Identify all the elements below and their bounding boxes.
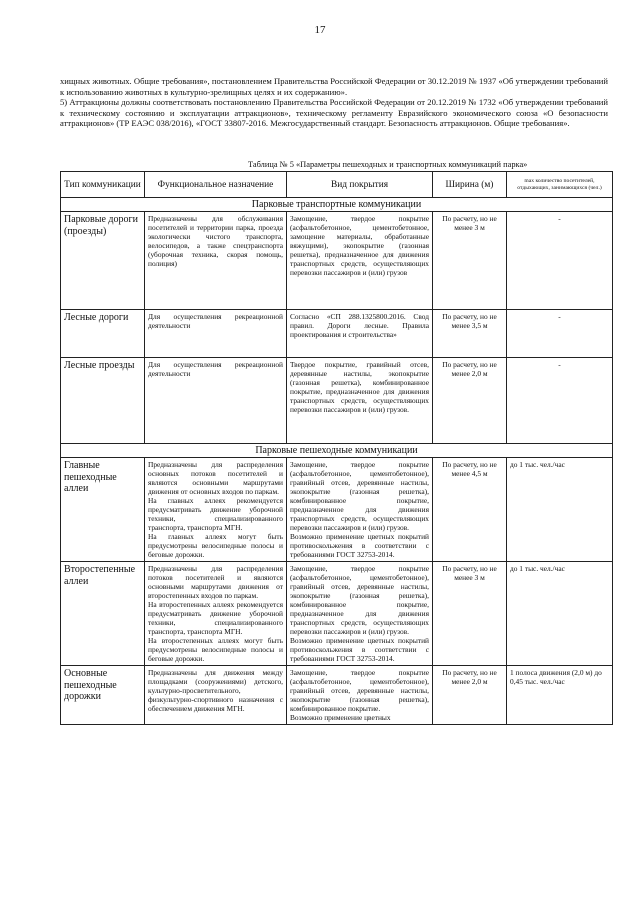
row-coverage — [287, 310, 433, 358]
table-row — [61, 310, 613, 358]
row-function-text: Предназначены для движения между площадками (сооружениями) детского, культурно-просветительного, физкультурно-спортивного назначения с обеспечением движения МГН. — [148, 668, 283, 713]
header-function: Функциональное назначение — [145, 172, 287, 198]
row-width: По расчету, но не менее 4,5 м — [433, 458, 507, 562]
row-width: По расчету, но не менее 2,0 м — [433, 666, 507, 725]
row-coverage-text: Замощение, твердое покрытие (асфальтобетонное, цементобетонное), гравийный отсев, деревянные настилы, экопокрытие (газонная решетка), комбинированное покрытие, предназначенное для движения транспортных средств, осуществляющих перевозки пассажиров и (или) грузов. — [290, 460, 429, 532]
row-coverage-text: Согласно «СП 288.1325800.2016. Свод правил. Дороги лесные. Правила проектирования и строительства» — [290, 312, 429, 339]
row-function-text: Предназначены для распределения основных потоков посетителей и являются основными маршрутами движения от основных входов по паркам. — [148, 460, 283, 496]
table-row — [61, 212, 613, 310]
header-type: Тип коммуникации — [61, 172, 145, 198]
section-pedestrian: Парковые пешеходные коммуникации — [61, 444, 613, 458]
row-function-text: На главных аллеях могут быть предусмотрены велосипедные полосы и беговые дорожки. — [148, 532, 283, 559]
row-function — [145, 310, 287, 358]
row-capacity — [507, 212, 613, 310]
row-capacity: до 1 тыс. чел./час — [507, 458, 613, 562]
row-function-text: Предназначены для распределения потоков посетителей и являются основными маршрутами движения от второстепенных входов по паркам. — [148, 564, 283, 600]
header-width: Ширина (м) — [433, 172, 507, 198]
row-coverage — [287, 212, 433, 310]
row-coverage-text: Замощение, твердое покрытие (асфальтобетонное, цементобетонное), гравийный отсев, деревянные настилы, экопокрытие (газонная решетка), комбинированное покрытие. — [290, 668, 429, 713]
row-function-text: На второстепенных аллеях могут быть предусмотрены велосипедные полосы и беговые дорожки. — [148, 636, 283, 663]
row-capacity-text: - — [558, 214, 561, 223]
header-coverage: Вид покрытия — [287, 172, 433, 198]
table-row — [61, 358, 613, 444]
row-capacity-text: - — [558, 312, 561, 321]
row-type: Основные пешеходные дорожки — [61, 666, 145, 725]
row-width: По расчету, но не менее 3 м — [433, 212, 507, 310]
row-type: Второстепенные аллеи — [61, 562, 145, 666]
table-row — [61, 562, 613, 666]
row-coverage — [287, 358, 433, 444]
row-capacity — [507, 310, 613, 358]
header-capacity: max количество посетителей, отдыхающих, занимающихся (чел.) — [507, 172, 613, 198]
row-capacity: до 1 тыс. чел./час — [507, 562, 613, 666]
intro-item-5: 5) Аттракционы должны соответствовать постановлению Правительства Российской Федерации от 20.12.2019 № 1732 «Об утверждении требований к техническому состоянию и эксплуатации аттракционов», техническому регламенту Евразийского экономического союза «О безопасности аттракционов» (ТР ЕАЭС 038/2016), «ГОСТ 33807-2016. Межгосударственный стандарт. Безопасность аттракционов. Общие требования». — [60, 97, 608, 129]
row-capacity: 1 полоса движения (2,0 м) до 0,45 тыс. чел./час — [507, 666, 613, 725]
row-type: Лесные проезды — [61, 358, 145, 444]
row-function-text: На главных аллеях рекомендуется предусматривать движение уборочной техники, специализированного транспорта, транспорта МГН. — [148, 496, 283, 532]
row-width: По расчету, но не менее 2,0 м — [433, 358, 507, 444]
row-function-text: Для осуществления рекреационной деятельности — [148, 360, 283, 378]
row-capacity — [507, 358, 613, 444]
row-coverage-text: Возможно применение цветных покрытий противоскольжения в соответствии с требованиями ГОСТ 32753-2014. — [290, 636, 429, 663]
row-function-text: На второстепенных аллеях рекомендуется предусматривать движение уборочной техники, специализированного транспорта, транспорта МГН. — [148, 600, 283, 636]
table-row — [61, 458, 613, 562]
row-function — [145, 358, 287, 444]
table-header-row — [61, 172, 613, 198]
row-type: Лесные дороги — [61, 310, 145, 358]
row-function-text: Предназначены для обслуживания посетителей и территории парка, проезда экологически чистого транспорта, велосипедов, а также спецтранспорта (уборочная техника, скорая помощь, полиция) — [148, 214, 283, 268]
row-function — [145, 458, 287, 562]
row-coverage-text: Твердое покрытие, гравийный отсев, деревянные настилы, экопокрытие (газонная решетка), комбинированное покрытие, предназначенное для движения транспортных средств, осуществляющих перевозки пассажиров и (или) грузов. — [290, 360, 429, 414]
page-number: 17 — [314, 24, 326, 36]
table-caption: Таблица № 5 «Параметры пешеходных и транспортных коммуникаций парка» — [248, 160, 528, 169]
row-coverage-text: Возможно применение цветных покрытий противоскольжения в соответствии с требованиями ГОСТ 32753-2014. — [290, 532, 429, 559]
row-capacity-text: - — [558, 360, 561, 369]
parameters-table — [60, 171, 613, 725]
row-coverage-text: Замощение, твердое покрытие (асфальтобетонное, цементобетонное), гравийный отсев, деревянные настилы, экопокрытие (газонная решетка), комбинированное покрытие, предназначенное для движения транспортных средств, осуществляющих перевозки пассажиров и (или) грузов. — [290, 564, 429, 636]
row-type: Парковые дороги (проезды) — [61, 212, 145, 310]
row-width: По расчету, но не менее 3 м — [433, 562, 507, 666]
row-coverage — [287, 458, 433, 562]
row-coverage — [287, 562, 433, 666]
row-function-text: Для осуществления рекреационной деятельности — [148, 312, 283, 330]
row-coverage — [287, 666, 433, 725]
row-function — [145, 666, 287, 725]
row-coverage-text: Возможно применение цветных — [290, 713, 391, 722]
row-type: Главные пешеходные аллеи — [61, 458, 145, 562]
intro-line: хищных животных. Общие требования», постановлением Правительства Российской Федерации от 30.12.2019 № 1937 «Об утверждении требований к использованию животных в культурно-зрелищных целях и их содержанию». — [60, 76, 608, 97]
row-width: По расчету, но не менее 3,5 м — [433, 310, 507, 358]
section-transport: Парковые транспортные коммуникации — [61, 198, 613, 212]
intro-text — [60, 76, 608, 129]
table-row — [61, 666, 613, 725]
row-coverage-text: Замощение, твердое покрытие (асфальтобетонное, цементобетонное, замощение материалы, обработанные вяжущими), экопокрытие (газонная решетка), предназначенное для движения транспортных средств, осуществляющих перевозки пассажиров и (или) грузов — [290, 214, 429, 277]
row-function — [145, 212, 287, 310]
row-function — [145, 562, 287, 666]
